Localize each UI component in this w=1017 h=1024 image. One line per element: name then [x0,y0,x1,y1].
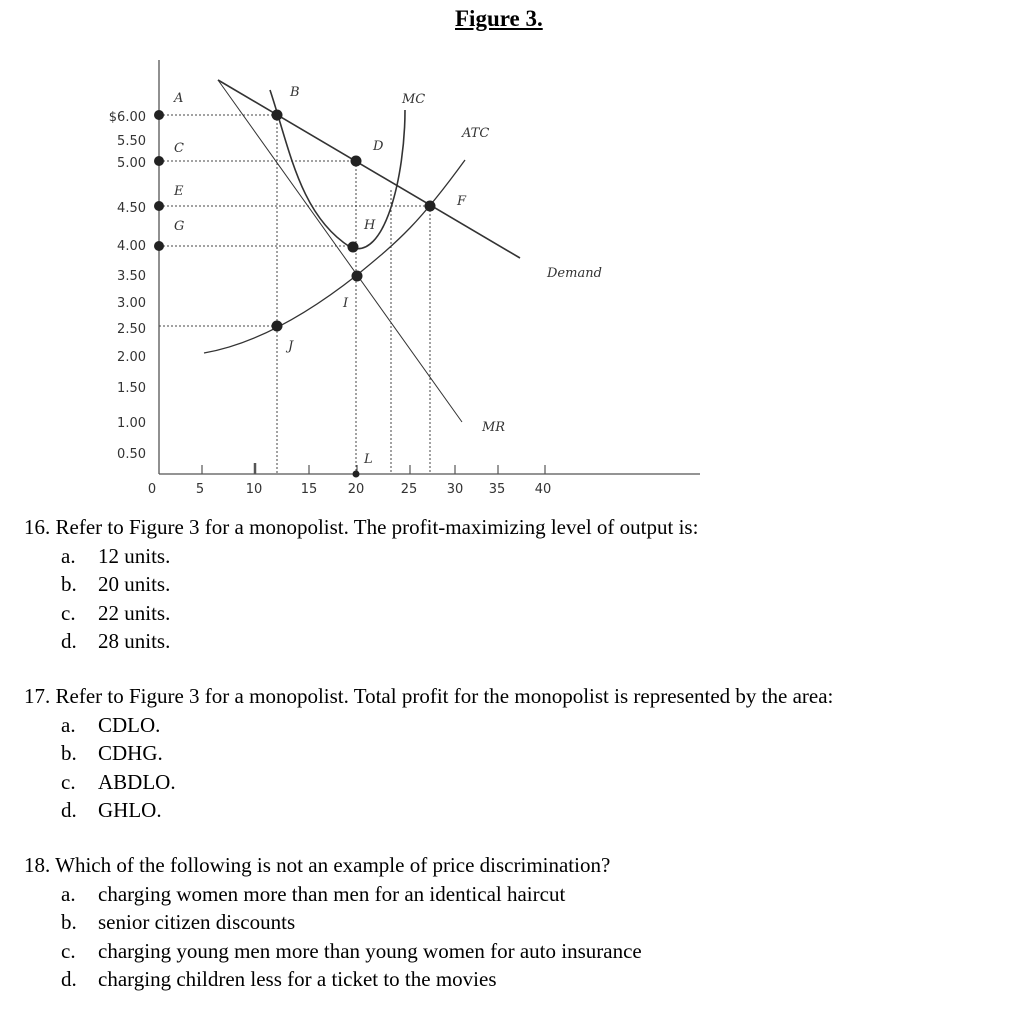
label-h: H [364,218,376,233]
option-text: charging women more than men for an identical haircut [98,881,566,906]
y-tick-label: $6.00 [108,110,146,125]
y-tick-label: 1.50 [117,381,146,396]
question-16 [24,513,698,656]
label-mc: MC [402,92,426,107]
label-g: G [174,219,185,234]
x-tick-label: 15 [300,482,318,497]
y-tick-label: 3.00 [117,296,146,311]
y-tick-labels [109,110,146,462]
answer-option [24,627,698,656]
x-ticks [202,463,545,474]
label-d: D [373,139,384,154]
question-17 [24,682,833,825]
x-tick-label: 10 [245,482,263,497]
question-stem: 17. Refer to Figure 3 for a monopolist. Total profit for the monopolist is represented by the area: [24,684,834,708]
y-tick-label: 5.00 [117,156,146,171]
figure-title: Figure 3. [455,6,543,31]
answer-option [24,599,698,628]
answer-option [24,739,833,768]
y-tick-label: 4.00 [117,239,146,254]
label-c: C [174,141,184,156]
mc-curve [270,90,405,249]
label-l: L [364,452,373,467]
answer-option [24,796,833,825]
answer-option [24,542,698,571]
figure-3-chart [0,40,720,510]
question-18 [24,851,642,994]
y-tick-label: 5.50 [117,134,146,149]
option-letter: c. [61,938,76,963]
answer-option [24,965,642,994]
option-letter: a. [61,881,76,906]
x-tick-label: 40 [534,482,552,497]
label-j: J [288,339,294,354]
option-text: charging children less for a ticket to the movies [98,967,497,991]
label-e: E [174,184,184,199]
y-tick-label: 1.00 [117,416,146,431]
option-letter: b. [61,910,77,934]
option-text: ABDLO. [98,769,176,794]
y-tick-label: 2.00 [117,350,146,365]
answer-option [24,880,642,909]
answer-option [24,570,698,599]
label-i: I [343,296,349,311]
y-tick-label: 3.50 [117,269,146,284]
label-demand: Demand [547,266,602,281]
label-b: B [290,85,300,100]
option-text: charging young men more than young women for auto insurance [98,938,642,963]
x-tick-label: 0 [147,482,157,497]
x-tick-label: 30 [446,482,464,497]
option-letter: a. [61,712,76,737]
y-tick-label: 0.50 [117,447,146,462]
option-text: senior citizen discounts [98,910,296,934]
option-text: CDLO. [98,712,161,737]
option-letter: d. [61,798,77,822]
option-letter: b. [61,572,77,596]
y-tick-label: 2.50 [117,322,146,337]
question-stem: 16. Refer to Figure 3 for a monopolist. The profit-maximizing level of output is: [24,515,699,539]
option-letter: c. [61,600,76,625]
option-letter: a. [61,543,76,568]
answer-option [24,711,833,740]
x-tick-label: 35 [488,482,506,497]
option-text: CDHG. [98,741,163,765]
answer-option [24,768,833,797]
option-letter: b. [61,741,77,765]
y-tick-label: 4.50 [117,201,146,216]
option-text: 20 units. [98,572,171,596]
label-a: A [174,91,184,106]
label-f: F [457,194,467,209]
label-atc: ATC [462,126,490,141]
x-tick-label: 5 [195,482,205,497]
atc-curve [204,160,465,353]
label-mr: MR [482,420,506,435]
curve-points [272,110,436,478]
option-letter: c. [61,769,76,794]
option-text: 12 units. [98,543,171,568]
option-letter: d. [61,629,77,653]
option-letter: d. [61,967,77,991]
option-text: 22 units. [98,600,171,625]
mr-curve [218,80,462,422]
question-stem: 18. Which of the following is not an example of price discrimination? [24,853,611,877]
x-tick-label: 20 [347,482,365,497]
answer-option [24,908,642,937]
option-text: GHLO. [98,798,162,822]
option-text: 28 units. [98,629,171,653]
point-labels [173,85,602,467]
answer-option [24,937,642,966]
x-tick-labels [148,482,551,497]
x-tick-label: 25 [400,482,418,497]
